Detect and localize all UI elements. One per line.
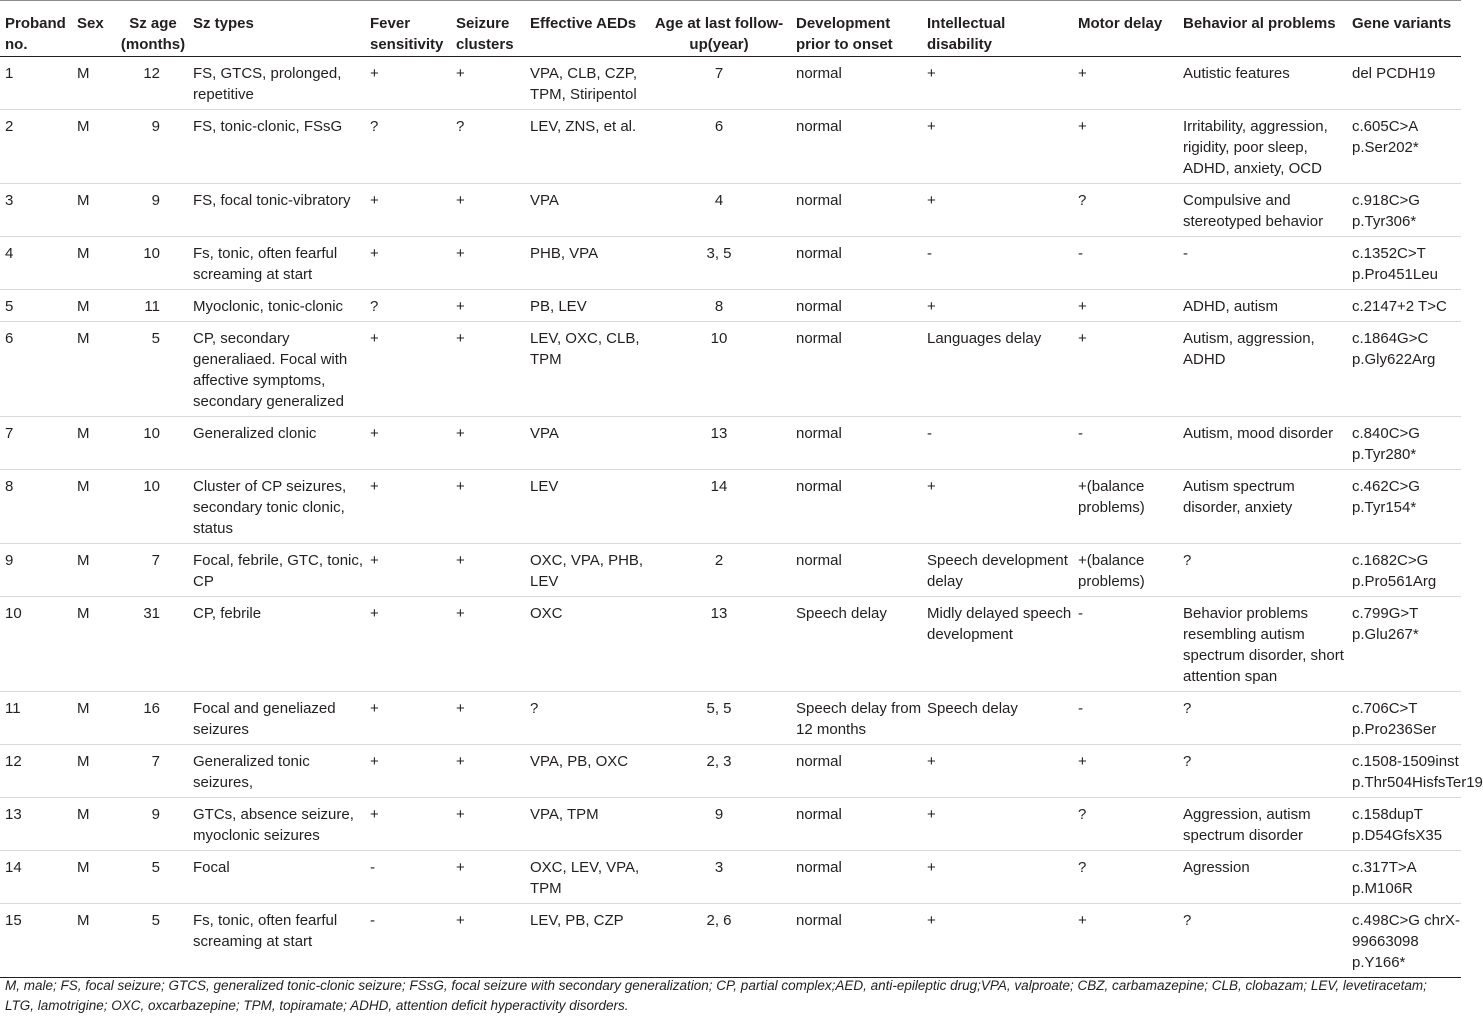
header-fever-sensitivity: Fever sensitivity [365, 1, 451, 57]
cell-age-last-followup: 13 [710, 605, 728, 622]
cell-development-prior: normal [796, 806, 842, 823]
cell-sex: M [77, 65, 90, 82]
cell-motor-delay: - [1078, 245, 1083, 262]
cell-proband-no: 11 [5, 700, 21, 717]
table-row [0, 237, 1461, 290]
cell-proband-no: 10 [5, 605, 22, 622]
cell-seizure-clusters: ? [456, 118, 465, 135]
cell-intellectual-disability: + [927, 118, 936, 135]
cell-gene-variants: c.1864G>C p.Gly622Arg [1352, 330, 1436, 368]
cell-fever-sensitivity: ? [370, 298, 379, 315]
cell-fever-sensitivity: ? [370, 118, 379, 135]
cell-fever-sensitivity: + [370, 65, 379, 82]
cell-proband-no: 8 [5, 478, 14, 495]
cell-proband-no: 14 [5, 859, 22, 876]
cell-sz-age: 16 [143, 700, 160, 717]
cell-sz-types: Focal [193, 859, 230, 876]
cell-intellectual-disability: Midly delayed speech development [927, 605, 1072, 643]
cell-age-last-followup: 8 [714, 298, 724, 315]
cell-proband-no: 15 [5, 912, 22, 929]
cell-effective-aeds: VPA, TPM [530, 806, 599, 823]
cell-proband-no: 7 [5, 425, 14, 442]
cell-intellectual-disability: + [927, 912, 936, 929]
cell-sz-age: 9 [151, 806, 160, 823]
cell-development-prior: normal [796, 330, 842, 347]
cell-sex: M [77, 552, 90, 569]
cell-intellectual-disability: Speech development delay [927, 552, 1068, 590]
cell-sz-age: 10 [143, 478, 160, 495]
cell-sz-types: Generalized tonic seizures, [193, 753, 310, 791]
cell-age-last-followup: 7 [714, 65, 724, 82]
cell-seizure-clusters: + [456, 912, 465, 929]
cell-age-last-followup: 6 [714, 118, 724, 135]
cell-intellectual-disability: + [927, 192, 936, 209]
cell-fever-sensitivity: + [370, 478, 379, 495]
cell-gene-variants: c.158dupT p.D54GfsX35 [1352, 806, 1443, 844]
cell-gene-variants: c.706C>T p.Pro236Ser [1352, 700, 1437, 738]
cell-proband-no: 12 [5, 753, 22, 770]
cell-gene-variants: c.462C>G p.Tyr154* [1352, 478, 1420, 516]
cell-proband-no: 3 [5, 192, 14, 209]
cell-motor-delay: ? [1078, 806, 1087, 823]
cell-fever-sensitivity: - [370, 912, 375, 929]
cell-proband-no: 4 [5, 245, 14, 262]
cell-seizure-clusters: + [456, 192, 465, 209]
cell-age-last-followup: 2, 3 [706, 753, 732, 770]
cell-effective-aeds: VPA, CLB, CZP, TPM, Stiripentol [530, 65, 637, 103]
cell-seizure-clusters: + [456, 478, 465, 495]
cell-fever-sensitivity: + [370, 330, 379, 347]
cell-sz-types: Generalized clonic [193, 425, 317, 442]
cell-seizure-clusters: + [456, 552, 465, 569]
table-footnote: M, male; FS, focal seizure; GTCS, generalized tonic-clonic seizure; FSsG, focal seizure with secondary generalization; CP, partial complex;AED, anti-epileptic drug;VPA, valproate; CBZ, carbamazepine; CLB, clobazam; LEV, levetiracetam; LTG, lamotrigine; OXC, oxcarbazepine; TPM, topiramate; ADHD, attention deficit hyperactivity disorders. [5, 978, 1427, 1013]
cell-seizure-clusters: + [456, 298, 465, 315]
cell-development-prior: normal [796, 425, 842, 442]
cell-seizure-clusters: + [456, 753, 465, 770]
cell-effective-aeds: ? [530, 700, 539, 717]
cell-sz-age: 10 [143, 245, 160, 262]
cell-fever-sensitivity: + [370, 806, 379, 823]
cell-motor-delay: + [1078, 65, 1087, 82]
cell-sz-types: CP, secondary generaliaed. Focal with affective symptoms, secondary generalized [193, 330, 348, 410]
cell-intellectual-disability: - [927, 425, 932, 442]
header-gene-variants: Gene variants [1347, 1, 1461, 57]
cell-motor-delay: - [1078, 605, 1083, 622]
cell-fever-sensitivity: + [370, 192, 379, 209]
header-sz-types: Sz types [188, 1, 365, 57]
cell-effective-aeds: LEV, OXC, CLB, TPM [530, 330, 640, 368]
cell-age-last-followup: 2, 6 [706, 912, 732, 929]
cell-seizure-clusters: + [456, 806, 465, 823]
cell-sz-types: CP, febrile [193, 605, 262, 622]
cell-behavioral-problems: Autism, mood disorder [1183, 425, 1334, 442]
cell-intellectual-disability: + [927, 65, 936, 82]
header-intellectual-disability: Intellectual disability [922, 1, 1073, 57]
cell-sex: M [77, 298, 90, 315]
cell-proband-no: 13 [5, 806, 22, 823]
table-row [0, 110, 1461, 184]
cell-gene-variants: c.799G>T p.Glu267* [1352, 605, 1419, 643]
cell-sz-types: Focal and geneliazed seizures [193, 700, 336, 738]
cell-sz-age: 9 [151, 192, 160, 209]
cell-effective-aeds: VPA, PB, OXC [530, 753, 629, 770]
cell-intellectual-disability: + [927, 753, 936, 770]
table-row [0, 544, 1461, 597]
cell-behavioral-problems: Aggression, autism spectrum disorder [1183, 806, 1311, 844]
cell-effective-aeds: OXC, VPA, PHB, LEV [530, 552, 644, 590]
cell-sz-types: Cluster of CP seizures, secondary tonic clonic, status [193, 478, 347, 537]
cell-sz-types: Focal, febrile, GTC, tonic, CP [193, 552, 364, 590]
cell-age-last-followup: 13 [710, 425, 728, 442]
table-row [0, 798, 1461, 851]
cell-gene-variants: del PCDH19 [1352, 65, 1436, 82]
cell-seizure-clusters: + [456, 859, 465, 876]
cell-age-last-followup: 4 [714, 192, 724, 209]
cell-sex: M [77, 806, 90, 823]
cell-effective-aeds: LEV, PB, CZP [530, 912, 624, 929]
cell-motor-delay: +(balance problems) [1078, 552, 1145, 590]
cell-motor-delay: + [1078, 912, 1087, 929]
cell-sex: M [77, 753, 90, 770]
cell-proband-no: 1 [5, 65, 14, 82]
cell-behavioral-problems: ? [1183, 552, 1192, 569]
cell-seizure-clusters: + [456, 245, 465, 262]
table-row [0, 904, 1461, 978]
table-row [0, 322, 1461, 417]
cell-development-prior: normal [796, 753, 842, 770]
cell-proband-no: 6 [5, 330, 14, 347]
cell-sex: M [77, 912, 90, 929]
cell-sz-age: 7 [151, 552, 160, 569]
header-sex: Sex [72, 1, 118, 57]
header-development-prior: Development prior to onset [791, 1, 922, 57]
cell-proband-no: 2 [5, 118, 14, 135]
cell-seizure-clusters: + [456, 605, 465, 622]
cell-seizure-clusters: + [456, 65, 465, 82]
cell-gene-variants: c.1352C>T p.Pro451Leu [1352, 245, 1438, 283]
cell-seizure-clusters: + [456, 700, 465, 717]
cell-sz-age: 31 [143, 605, 160, 622]
cell-gene-variants: c.840C>G p.Tyr280* [1352, 425, 1420, 463]
cell-intellectual-disability: + [927, 478, 936, 495]
cell-sz-age: 11 [144, 298, 160, 315]
cell-seizure-clusters: + [456, 425, 465, 442]
cell-development-prior: normal [796, 859, 842, 876]
cell-age-last-followup: 10 [710, 330, 728, 347]
header-age-last-followup: Age at last follow-up(year) [647, 1, 791, 57]
table-row [0, 692, 1461, 745]
cell-effective-aeds: PHB, VPA [530, 245, 599, 262]
cell-age-last-followup: 9 [714, 806, 724, 823]
header-motor-delay: Motor delay [1073, 1, 1178, 57]
table-row [0, 470, 1461, 544]
table-row [0, 290, 1461, 322]
cell-sz-age: 9 [151, 118, 160, 135]
cell-development-prior: normal [796, 552, 842, 569]
cell-sex: M [77, 605, 90, 622]
cell-sex: M [77, 425, 90, 442]
cell-development-prior: normal [796, 912, 842, 929]
cell-age-last-followup: 3 [714, 859, 724, 876]
cell-sz-types: GTCs, absence seizure, myoclonic seizures [193, 806, 354, 844]
cell-behavioral-problems: Autism spectrum disorder, anxiety [1183, 478, 1295, 516]
cell-behavioral-problems: ? [1183, 700, 1192, 717]
cell-proband-no: 9 [5, 552, 14, 569]
cell-intellectual-disability: + [927, 859, 936, 876]
cell-intellectual-disability: - [927, 245, 932, 262]
cell-intellectual-disability: Speech delay [927, 700, 1018, 717]
table-header [0, 1, 1461, 57]
table-row [0, 57, 1461, 110]
cell-sex: M [77, 245, 90, 262]
cell-sex: M [77, 859, 90, 876]
cell-development-prior: normal [796, 298, 842, 315]
cell-sex: M [77, 192, 90, 209]
cell-sz-age: 12 [143, 65, 160, 82]
cell-fever-sensitivity: + [370, 605, 379, 622]
cell-effective-aeds: OXC [530, 605, 563, 622]
cell-age-last-followup: 2 [714, 552, 724, 569]
cell-development-prior: normal [796, 118, 842, 135]
cell-behavioral-problems: Behavior problems resembling autism spectrum disorder, short attention span [1183, 605, 1344, 685]
table-row [0, 417, 1461, 470]
cell-behavioral-problems: Irritability, aggression, rigidity, poor sleep, ADHD, anxiety, OCD [1183, 118, 1328, 177]
cell-sz-types: Myoclonic, tonic-clonic [193, 298, 344, 315]
cell-effective-aeds: PB, LEV [530, 298, 587, 315]
cell-intellectual-disability: + [927, 298, 936, 315]
cell-sz-types: FS, focal tonic-vibratory [193, 192, 351, 209]
cell-behavioral-problems: Autistic features [1183, 65, 1290, 82]
cell-sz-age: 5 [151, 859, 160, 876]
cell-sex: M [77, 478, 90, 495]
cell-effective-aeds: LEV [530, 478, 559, 495]
cell-development-prior: normal [796, 192, 842, 209]
cell-motor-delay: +(balance problems) [1078, 478, 1145, 516]
cell-sz-age: 10 [143, 425, 160, 442]
cell-age-last-followup: 14 [710, 478, 728, 495]
cell-effective-aeds: VPA [530, 192, 559, 209]
cell-age-last-followup: 5, 5 [706, 700, 732, 717]
cell-gene-variants: c.317T>A p.M106R [1352, 859, 1416, 897]
table-row [0, 745, 1461, 798]
cell-fever-sensitivity: + [370, 245, 379, 262]
cell-fever-sensitivity: + [370, 425, 379, 442]
cell-sex: M [77, 330, 90, 347]
cell-motor-delay: + [1078, 330, 1087, 347]
cell-motor-delay: + [1078, 298, 1087, 315]
cell-intellectual-disability: Languages delay [927, 330, 1042, 347]
cell-sz-age: 5 [151, 330, 160, 347]
cell-motor-delay: ? [1078, 859, 1087, 876]
cell-effective-aeds: OXC, LEV, VPA, TPM [530, 859, 640, 897]
cell-effective-aeds: VPA [530, 425, 559, 442]
cell-development-prior: Speech delay from 12 months [796, 700, 922, 738]
cell-sz-types: Fs, tonic, often fearful screaming at start [193, 245, 338, 283]
header-effective-aeds: Effective AEDs [525, 1, 647, 57]
cell-behavioral-problems: ? [1183, 753, 1192, 770]
cell-sz-types: FS, tonic-clonic, FSsG [193, 118, 343, 135]
cell-behavioral-problems: ? [1183, 912, 1192, 929]
cell-seizure-clusters: + [456, 330, 465, 347]
cell-motor-delay: + [1078, 118, 1087, 135]
cell-behavioral-problems: - [1183, 245, 1188, 262]
cell-development-prior: normal [796, 478, 842, 495]
cell-sz-age: 5 [151, 912, 160, 929]
cell-development-prior: normal [796, 245, 842, 262]
cell-fever-sensitivity: + [370, 753, 379, 770]
cell-development-prior: Speech delay [796, 605, 887, 622]
cell-age-last-followup: 3, 5 [706, 245, 732, 262]
cell-gene-variants: c.605C>A p.Ser202* [1352, 118, 1419, 156]
cell-effective-aeds: LEV, ZNS, et al. [530, 118, 637, 135]
cell-sz-types: FS, GTCS, prolonged, repetitive [193, 65, 342, 103]
cell-sex: M [77, 118, 90, 135]
cell-motor-delay: ? [1078, 192, 1087, 209]
cell-fever-sensitivity: + [370, 700, 379, 717]
cell-gene-variants: c.498C>G chrX-99663098 p.Y166* [1352, 912, 1460, 971]
cell-sex: M [77, 700, 90, 717]
cell-motor-delay: - [1078, 425, 1083, 442]
cell-fever-sensitivity: - [370, 859, 375, 876]
header-sz-age: Sz age (months) [118, 1, 188, 57]
cell-motor-delay: - [1078, 700, 1083, 717]
cell-development-prior: normal [796, 65, 842, 82]
cell-gene-variants: c.1682C>G p.Pro561Arg [1352, 552, 1437, 590]
cell-sz-types: Fs, tonic, often fearful screaming at start [193, 912, 338, 950]
cell-gene-variants: c.1508-1509inst p.Thr504HisfsTer19 [1352, 753, 1483, 791]
cell-motor-delay: + [1078, 753, 1087, 770]
cell-proband-no: 5 [5, 298, 14, 315]
table-row [0, 597, 1461, 692]
cell-fever-sensitivity: + [370, 552, 379, 569]
header-seizure-clusters: Seizure clusters [451, 1, 525, 57]
cell-intellectual-disability: + [927, 806, 936, 823]
header-behavioral-problems: Behavior al problems [1178, 1, 1347, 57]
cell-behavioral-problems: Autism, aggression, ADHD [1183, 330, 1315, 368]
table-body [0, 57, 1483, 978]
header-proband-no: Proband no. [0, 1, 72, 57]
header-row [0, 1, 1461, 57]
cell-gene-variants: c.2147+2 T>C [1352, 298, 1447, 315]
cell-behavioral-problems: Compulsive and stereotyped behavior [1183, 192, 1324, 230]
table-row [0, 184, 1461, 237]
table-row [0, 851, 1461, 904]
cell-behavioral-problems: ADHD, autism [1183, 298, 1279, 315]
cell-behavioral-problems: Agression [1183, 859, 1250, 876]
cell-gene-variants: c.918C>G p.Tyr306* [1352, 192, 1420, 230]
cell-sz-age: 7 [151, 753, 160, 770]
